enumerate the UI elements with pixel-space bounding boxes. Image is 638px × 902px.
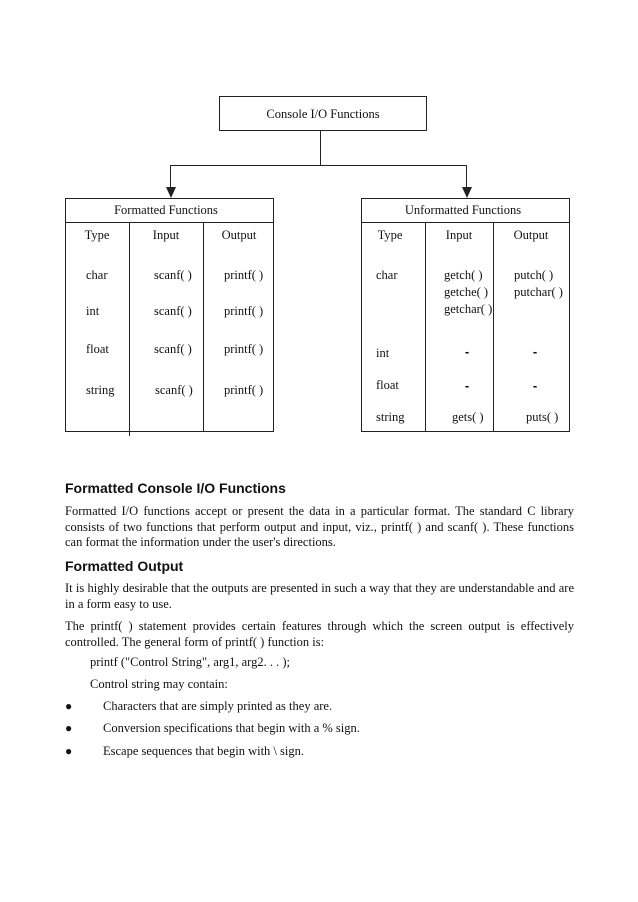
unformatted-col-divider-1: [425, 222, 426, 432]
formatted-col-divider-1: [129, 222, 130, 436]
formatted-header-output: Output: [221, 228, 257, 242]
unformatted-char-input-1: getch( ): [444, 268, 483, 282]
section-heading-formatted-output: Formatted Output: [65, 558, 184, 574]
section-heading-formatted-console: Formatted Console I/O Functions: [65, 480, 286, 496]
formatted-row-char-output: printf( ): [224, 268, 264, 282]
unformatted-header-type: Type: [377, 228, 403, 242]
bullet-icon: ●: [65, 744, 73, 758]
formatted-row-float-input: scanf( ): [154, 342, 192, 356]
unformatted-string-input: gets( ): [452, 410, 484, 424]
bullet-item: Escape sequences that begin with \ sign.: [103, 744, 304, 758]
bullet-item: Conversion specifications that begin with a % sign.: [103, 721, 360, 735]
code-line: printf ("Control String", arg1, arg2. . . );: [90, 655, 290, 669]
left-arrow-icon: [166, 187, 176, 198]
formatted-row-int-input: scanf( ): [154, 304, 192, 318]
root-stem: [320, 131, 321, 165]
unformatted-header-input: Input: [445, 228, 473, 242]
paragraph-outputs: It is highly desirable that the outputs are presented in such a way that they are understandable and are in a form easy to use.: [65, 581, 574, 611]
unformatted-row-int-type: int: [376, 346, 390, 360]
unformatted-header-output: Output: [513, 228, 549, 242]
unformatted-char-input-2: getche( ): [444, 285, 489, 299]
unformatted-float-input: -: [464, 378, 470, 393]
right-drop: [466, 165, 467, 187]
unformatted-row-string-type: string: [376, 410, 405, 424]
formatted-row-char-type: char: [86, 268, 108, 282]
unformatted-int-input: -: [464, 344, 470, 359]
unformatted-char-output-2: putchar( ): [514, 285, 563, 299]
root-label: Console I/O Functions: [266, 107, 380, 121]
left-drop: [170, 165, 171, 187]
unformatted-char-output-1: putch( ): [514, 268, 554, 282]
unformatted-row-char-type: char: [376, 268, 398, 282]
bullet-icon: ●: [65, 721, 73, 735]
formatted-header-input: Input: [152, 228, 180, 242]
unformatted-string-output: puts( ): [526, 410, 559, 424]
unformatted-col-divider-2: [493, 222, 494, 432]
formatted-title: Formatted Functions: [114, 203, 218, 217]
branch-horizontal: [170, 165, 467, 166]
formatted-title-divider: [65, 222, 274, 223]
unformatted-title: Unformatted Functions: [404, 203, 522, 217]
bullet-icon: ●: [65, 699, 73, 713]
unformatted-title-divider: [361, 222, 570, 223]
formatted-row-int-output: printf( ): [224, 304, 264, 318]
root-box: [219, 96, 427, 131]
formatted-row-string-input: scanf( ): [155, 383, 193, 397]
formatted-row-float-type: float: [86, 342, 109, 356]
unformatted-int-output: -: [532, 344, 538, 359]
paragraph-formatted-intro: Formatted I/O functions accept or present the data in a particular format. The standard C library consists of two functions that perform output and input, viz., printf( ) and scanf( ). These functions can format the information under the user's directions.: [65, 504, 574, 549]
unformatted-float-output: -: [532, 378, 538, 393]
formatted-row-string-type: string: [86, 383, 115, 397]
formatted-row-float-output: printf( ): [224, 342, 264, 356]
paragraph-printf: The printf( ) statement provides certain features through which the screen output is effectively controlled. The general form of printf( ) function is:: [65, 619, 574, 649]
bullet-item: Characters that are simply printed as they are.: [103, 699, 333, 713]
formatted-col-divider-2: [203, 222, 204, 432]
unformatted-char-input-3: getchar( ): [444, 302, 493, 316]
formatted-row-int-type: int: [86, 304, 100, 318]
control-string-intro: Control string may contain:: [90, 677, 228, 691]
formatted-row-string-output: printf( ): [224, 383, 264, 397]
formatted-header-type: Type: [84, 228, 110, 242]
right-arrow-icon: [462, 187, 472, 198]
formatted-row-char-input: scanf( ): [154, 268, 192, 282]
unformatted-row-float-type: float: [376, 378, 399, 392]
